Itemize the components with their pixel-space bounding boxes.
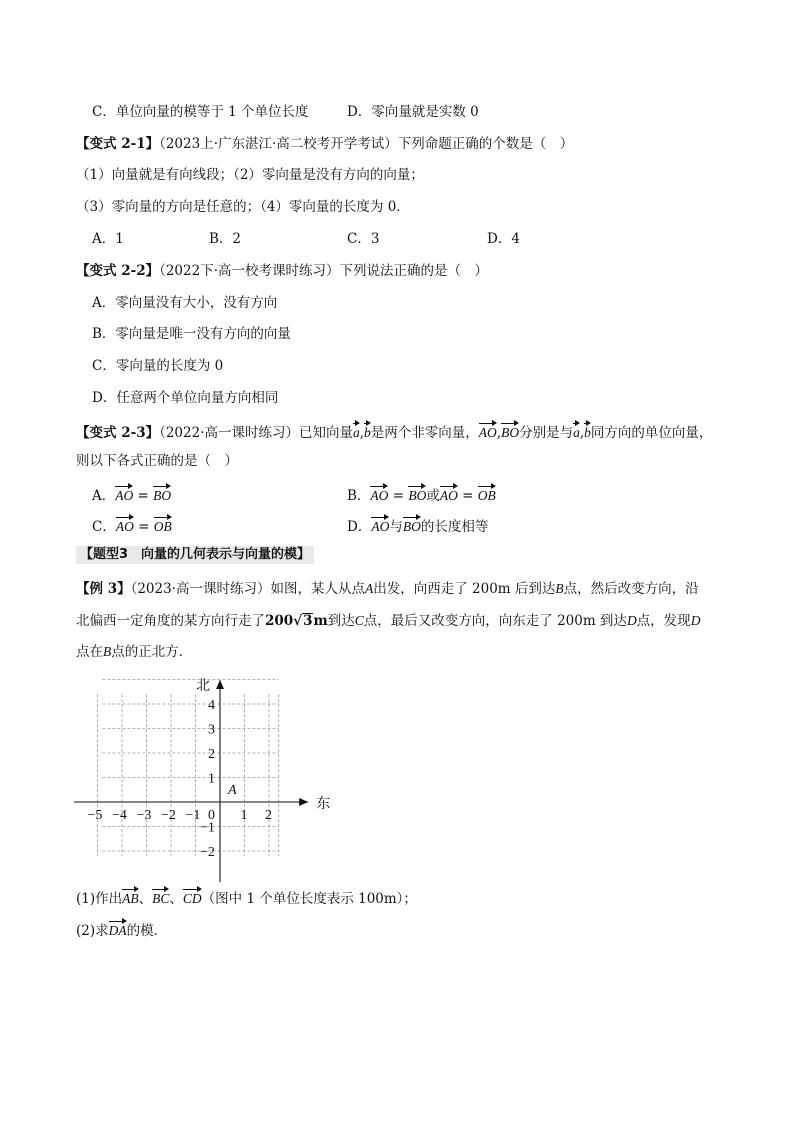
y-tick-label: 4 [208, 698, 215, 713]
point-a-label: A [228, 783, 237, 798]
variant-2-3-text-2: 分别是与 [519, 425, 574, 441]
tick-labels [88, 678, 331, 860]
variant-2-3-option-c [92, 515, 172, 536]
vector-b: b [364, 421, 371, 442]
x-tick-label: −4 [112, 808, 127, 823]
text: 点，最后又改变方向，向东走了 200m 到达 [363, 613, 627, 629]
origin-label: 0 [208, 808, 215, 823]
variant-2-3-source: （2022·高一课时练习）已知向量 [159, 425, 353, 441]
vector-ao: AO [370, 484, 388, 505]
x-axis-arrow [299, 798, 308, 806]
example-3-line-3 [76, 643, 192, 661]
variant-2-3-text-1: 是两个非零向量， [370, 425, 479, 441]
text: (2)求 [76, 923, 109, 939]
y-tick-label: 1 [208, 771, 215, 787]
vector-b: b [584, 421, 591, 442]
vector-bo: BO [408, 484, 426, 505]
point-c: C [354, 613, 364, 628]
vector-ao: AO [115, 484, 133, 505]
point-d: D [626, 613, 637, 628]
variant-2-2-option-c: C．零向量的长度为 0 [92, 358, 224, 374]
vector-ao: AO [116, 515, 134, 536]
comma: , [579, 425, 585, 441]
variant-2-3-text-3: 同方向的单位向量， [590, 425, 713, 441]
variant-2-2-option-a: A．零向量没有大小，没有方向 [92, 295, 278, 311]
axes [74, 680, 308, 882]
east-label: 东 [316, 796, 331, 812]
prev-option-c: C．单位向量的模等于 1 个单位长度 [92, 104, 309, 120]
variant-2-2-tag: 【变式 2-2】 [76, 263, 160, 279]
vector-a: a [353, 421, 360, 442]
text: 到达 [327, 613, 355, 629]
text: 出发，向西走了 200m 后到达 [373, 581, 556, 597]
vector-a: a [573, 421, 580, 442]
variant-2-3-question: 则以下各式正确的是（ ） [76, 453, 238, 469]
variant-2-1-source: （2023上·广东湛江·高二校考开学考试）下列命题正确的个数是（ ） [159, 136, 574, 152]
separator: 、 [169, 891, 183, 907]
distance-value: 200 [265, 613, 294, 629]
x-tick-label: −2 [161, 808, 176, 823]
x-tick-label: 1 [240, 808, 248, 823]
point-d: D [690, 613, 701, 628]
variant-2-1-option-b: B．2 [209, 231, 242, 247]
vector-ob: OB [478, 484, 496, 505]
example-3-line-2: 北偏西一定角度的某方向行走了200√3m到达C点，最后又改变方向，向东走了 200m 到达D点，发现D [76, 613, 701, 629]
variant-2-3-title [76, 421, 712, 442]
text: 北偏西一定角度的某方向行走了 [76, 613, 265, 629]
equals: = [457, 488, 478, 504]
comma: , [359, 425, 365, 441]
variant-2-2-option-d: D．任意两个单位向量方向相同 [92, 390, 279, 406]
variant-2-1-statements-1: （1）向量就是有向线段；（2）零向量是没有方向的向量； [76, 167, 424, 183]
variant-2-3-option-a [92, 484, 171, 505]
coordinate-grid-figure [68, 672, 338, 882]
sqrt-radicand: 3 [303, 613, 313, 629]
vector-ob: OB [154, 515, 172, 536]
same-length-text: 的长度相等 [420, 519, 489, 535]
vector-bc: BC [152, 887, 169, 908]
text: 的模． [126, 923, 168, 939]
vector-bo: BO [501, 421, 519, 442]
north-label: 北 [196, 678, 210, 694]
vector-ao: AO [479, 421, 497, 442]
x-tick-label: −3 [136, 808, 152, 823]
variant-2-1-option-c: C．3 [347, 231, 380, 247]
variant-2-1-tag: 【变式 2-1】 [76, 136, 160, 152]
text: 点，然后改变方向，沿 [563, 581, 699, 597]
equals: = [133, 519, 154, 535]
text: 点在 [76, 644, 103, 660]
point-b: B [103, 644, 112, 659]
vector-da: DA [109, 919, 127, 940]
grid-lines [98, 680, 279, 856]
variant-2-2-title [76, 262, 488, 280]
separator: 、 [138, 891, 153, 907]
example-3-tag: 【例 3】 [76, 581, 131, 597]
x-tick-label: −5 [87, 808, 103, 823]
option-label: D． [347, 519, 372, 535]
question-2 [76, 919, 167, 940]
point-b: B [555, 581, 564, 596]
variant-2-3-option-b [347, 484, 496, 505]
unit: m [313, 613, 328, 629]
text: （图中 1 个单位长度表示 100m）； [201, 891, 417, 907]
example-3-line-1 [76, 580, 699, 598]
variant-2-1-option-d: D．4 [487, 231, 520, 247]
question-1 [76, 887, 417, 908]
equals: = [388, 488, 409, 504]
text: 点的正北方． [111, 644, 193, 660]
vector-bo: BO [153, 484, 171, 505]
option-label: A． [92, 488, 116, 504]
or-text: 或 [426, 488, 440, 504]
variant-2-1-option-a: A．1 [92, 231, 124, 247]
vector-cd: CD [183, 887, 202, 908]
x-tick-label: −1 [185, 808, 201, 823]
y-tick-label: 2 [208, 747, 215, 762]
variant-2-1-statements-2: （3）零向量的方向是任意的；（4）零向量的长度为 0． [76, 199, 410, 215]
comma: , [496, 425, 502, 441]
and-text: 与 [389, 519, 403, 535]
vector-bo: BO [403, 515, 421, 536]
variant-2-3-option-d [347, 515, 488, 536]
point-a: A [365, 581, 374, 596]
text: (1)作出 [76, 891, 123, 907]
variant-2-1-title [76, 135, 573, 153]
y-tick-label: 3 [208, 722, 215, 738]
text: 点，发现 [636, 613, 691, 629]
prev-option-d: D．零向量就是实数 0 [347, 104, 479, 120]
y-tick-label: −1 [200, 820, 215, 836]
x-tick-label: 2 [265, 808, 272, 823]
variant-2-3-tag: 【变式 2-3】 [76, 425, 160, 441]
text: （2023·高一课时练习）如图，某人从点 [130, 581, 365, 597]
option-label: C． [92, 519, 116, 535]
option-label: B． [347, 488, 371, 504]
variant-2-2-option-b: B．零向量是唯一没有方向的向量 [92, 326, 291, 342]
variant-2-2-source: （2022下·高一校考课时练习）下列说法正确的是（ ） [159, 263, 488, 279]
vector-ao: AO [440, 484, 458, 505]
equals: = [133, 488, 154, 504]
vector-ao: AO [371, 515, 389, 536]
y-axis-arrow [216, 680, 224, 689]
y-tick-label: −2 [200, 845, 215, 860]
vector-ab: AB [122, 887, 139, 908]
section-title: 【题型3 向量的几何表示与向量的模】 [76, 546, 314, 564]
